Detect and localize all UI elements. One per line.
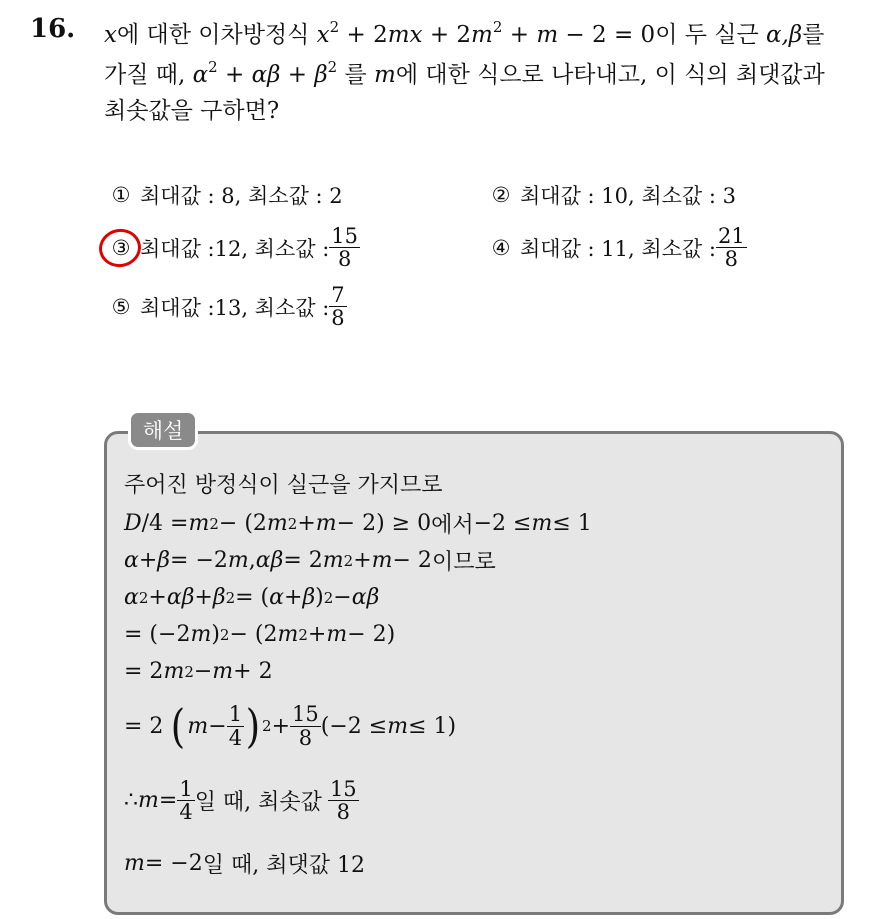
solution-line-9: m = −2 일 때, 최댓값 12 [124, 851, 365, 878]
option-3[interactable]: ③ 최대값 :12, 최소값 : $\frac{15}{8}$ [111, 224, 359, 272]
fraction-m-value: $\frac{1}{4}$ [179, 777, 193, 825]
question-line-1: x에 대한 이차방정식 $x^2 + 2mx + 2m^2 + m - 2 = 0$이 두 실근 α,β를 [104, 18, 825, 48]
question-line-3: 최솟값을 구하면? [104, 98, 280, 124]
option-4[interactable]: ④ 최대값 : 11, 최소값 : $\frac{21}{8}$ [491, 224, 745, 272]
solution-tab: 해설 [128, 410, 198, 450]
option-5[interactable]: ⑤ 최대값 :13, 최소값 : $\frac{7}{8}$ [111, 283, 345, 331]
option-4-fraction: $\frac{21}{8}$ [717, 224, 745, 272]
solution-line-4: α 2 + αβ + β 2 = ( α + β ) 2 − αβ [124, 585, 380, 610]
solution-line-3: α + β = −2 m , αβ = 2 m 2 + m − 2 이므로 [124, 548, 496, 575]
solution-line-2: D /4 = m 2 − (2 m 2 + m − 2) ≥ 0 에서 −2 ≤ m ≤ 1 [124, 511, 592, 538]
fraction-one-quarter: $\frac{1}{4}$ [228, 702, 243, 750]
solution-line-8: ∴ m = $\frac{1}{4}$ 일 때, 최솟값 $\frac{15}{8}$ [124, 777, 357, 825]
fraction-fifteen-eighths: $\frac{15}{8}$ [292, 702, 319, 750]
option-3-fraction: $\frac{15}{8}$ [331, 224, 359, 272]
question-line-2: 가질 때, $\alpha^2 + \alpha\beta + \beta^2$ 를 m에 대한 식으로 나타내고, 이 식의 최댓값과 [104, 58, 825, 88]
solution-line-7: = 2 ( m − $\frac{1}{4}$ ) 2 + $\frac{15}{8}$ (−2 ≤ m ≤ 1) [124, 699, 457, 753]
option-1[interactable]: ① 최대값 : 8, 최소값 : 2 [111, 183, 343, 208]
question-number: 16. [30, 14, 76, 44]
solution-line-6: = 2 m 2 − m + 2 [124, 659, 273, 684]
option-2[interactable]: ② 최대값 : 10, 최소값 : 3 [491, 183, 737, 208]
fraction-min-value: $\frac{15}{8}$ [329, 777, 357, 825]
solution-line-1: 주어진 방정식이 실근을 가지므로 [124, 473, 443, 498]
option-5-fraction: $\frac{7}{8}$ [331, 283, 345, 331]
solution-line-5: = (−2 m ) 2 − (2 m 2 + m − 2) [124, 622, 396, 647]
